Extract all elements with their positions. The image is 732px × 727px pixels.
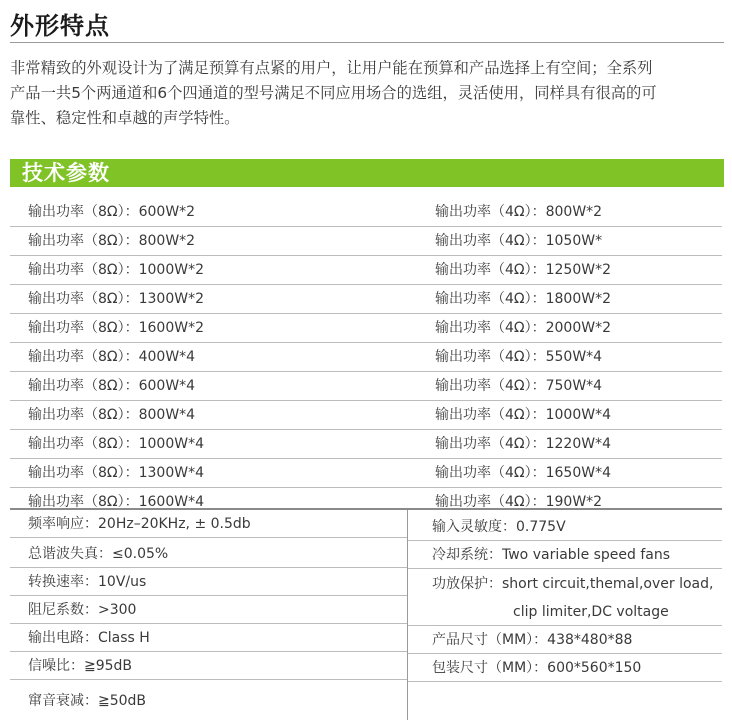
power-8ohm: 输出功率（8Ω）：1300W*2 xyxy=(28,291,204,307)
power-4ohm: 输出功率（4Ω）：2000W*2 xyxy=(435,320,611,336)
power-8ohm: 输出功率（8Ω）：1600W*4 xyxy=(28,494,204,510)
power-8ohm: 输出功率（8Ω）：800W*2 xyxy=(28,233,196,249)
spec-output-circuit: 输出电路：Class H xyxy=(10,624,407,652)
table-row xyxy=(10,430,722,459)
spec-thd: 总谐波失真：≤0.05% xyxy=(10,540,407,568)
spec-package-size: 包装尺寸（MM）：600*560*150 xyxy=(408,654,722,682)
power-table xyxy=(10,198,722,516)
description-line-3: 靠性、稳定性和卓越的声学特性。 xyxy=(10,109,240,127)
spec-slew-rate: 转换速率：10V/us xyxy=(10,568,407,596)
power-4ohm: 输出功率（4Ω）：1650W*4 xyxy=(435,465,611,481)
power-4ohm: 输出功率（4Ω）：1050W* xyxy=(435,233,603,249)
spec-crosstalk: 窜音衰减：≧50dB xyxy=(28,693,147,709)
section-title-specs: 技术参数 xyxy=(22,161,110,185)
table-row xyxy=(10,314,722,343)
table-row xyxy=(10,256,722,285)
title-divider xyxy=(10,42,724,43)
description-line-2: 产品一共5个两通道和6个四通道的型号满足不同应用场合的选组，灵活使用，同样具有很高的可 xyxy=(10,84,657,102)
power-8ohm: 输出功率（8Ω）：1000W*4 xyxy=(28,436,204,452)
spec-cooling: 冷却系统：Two variable speed fans xyxy=(408,541,722,569)
spec-frequency-response: 频率响应：20Hz–20KHz, ± 0.5db xyxy=(10,510,407,538)
power-8ohm: 输出功率（8Ω）：1600W*2 xyxy=(28,320,204,336)
table-row xyxy=(10,198,722,227)
power-4ohm: 输出功率（4Ω）：1000W*4 xyxy=(435,407,611,423)
power-8ohm: 输出功率（8Ω）：1300W*4 xyxy=(28,465,204,481)
power-8ohm: 输出功率（8Ω）：600W*4 xyxy=(28,378,196,394)
table-row xyxy=(10,372,722,401)
power-4ohm: 输出功率（4Ω）：1220W*4 xyxy=(435,436,611,452)
power-8ohm: 输出功率（8Ω）：400W*4 xyxy=(28,349,196,365)
spec-snr: 信噪比：≧95dB xyxy=(10,652,407,680)
power-4ohm: 输出功率（4Ω）：800W*2 xyxy=(435,204,603,220)
power-4ohm: 输出功率（4Ω）：1800W*2 xyxy=(435,291,611,307)
spec-protection: 功放保护：short circuit,themal,over load, xyxy=(432,576,714,592)
power-4ohm: 输出功率（4Ω）：1250W*2 xyxy=(435,262,611,278)
spec-banner xyxy=(10,159,724,187)
spec-product-size: 产品尺寸（MM）：438*480*88 xyxy=(408,626,722,654)
table-row xyxy=(10,401,722,430)
power-4ohm: 输出功率（4Ω）：190W*2 xyxy=(435,494,603,510)
spec-table xyxy=(10,510,722,720)
power-8ohm: 输出功率（8Ω）：600W*2 xyxy=(28,204,196,220)
table-row xyxy=(10,227,722,256)
table-row xyxy=(10,343,722,372)
power-8ohm: 输出功率（8Ω）：800W*4 xyxy=(28,407,196,423)
spec-damping-factor: 阻尼系数：>300 xyxy=(10,596,407,624)
spec-input-sensitivity: 输入灵敏度：0.775V xyxy=(408,513,722,541)
power-4ohm: 输出功率（4Ω）：550W*4 xyxy=(435,349,603,365)
power-4ohm: 输出功率（4Ω）：750W*4 xyxy=(435,378,603,394)
section-title-appearance: 外形特点 xyxy=(10,12,110,40)
description-line-1: 非常精致的外观设计为了满足预算有点紧的用户，让用户能在预算和产品选择上有空间；全系列 xyxy=(10,59,653,77)
spec-protection-continued: clip limiter,DC voltage xyxy=(408,598,722,626)
description-paragraph xyxy=(10,56,726,131)
table-row xyxy=(10,285,722,314)
power-8ohm: 输出功率（8Ω）：1000W*2 xyxy=(28,262,204,278)
table-row xyxy=(10,459,722,488)
